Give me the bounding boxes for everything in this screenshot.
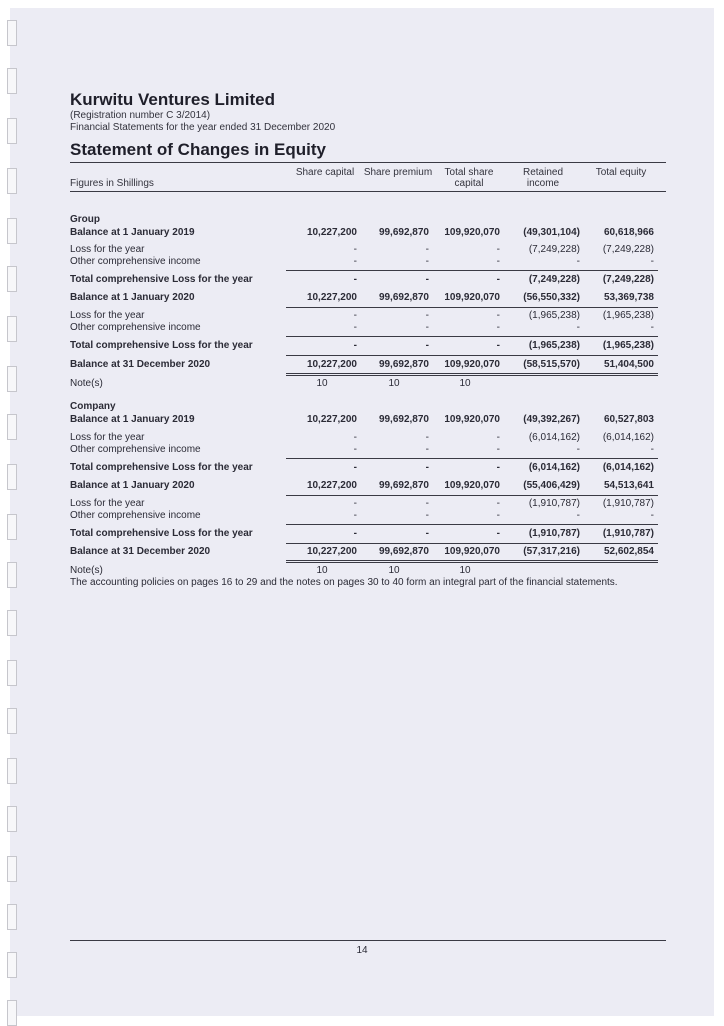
cell: - xyxy=(425,462,429,473)
row-label: Other comprehensive income xyxy=(70,510,201,521)
footnote xyxy=(70,577,690,589)
cell: - xyxy=(496,274,500,285)
cell: 10,227,200 xyxy=(306,292,357,303)
cell: - xyxy=(496,244,500,255)
row-label: Balance at 31 December 2020 xyxy=(70,546,211,557)
cell: - xyxy=(353,432,357,443)
cell: 10 xyxy=(316,565,328,576)
cell: (6,014,162) xyxy=(602,432,654,443)
table-row xyxy=(70,274,666,286)
row-label: Loss for the year xyxy=(70,432,145,443)
cell: - xyxy=(353,510,357,521)
cell: (56,550,332) xyxy=(523,292,580,303)
notes-row xyxy=(70,378,666,390)
cell: (57,317,216) xyxy=(523,546,580,557)
section-title-group: Group xyxy=(70,214,100,225)
cell: - xyxy=(353,274,357,285)
table-row xyxy=(70,462,666,474)
cell: (6,014,162) xyxy=(528,462,580,473)
cell: 99,692,870 xyxy=(378,359,429,370)
subtotal-rule xyxy=(286,336,658,337)
table-row xyxy=(70,322,666,334)
punch-hole xyxy=(7,218,17,244)
cell: 10 xyxy=(388,565,400,576)
punch-hole xyxy=(7,610,17,636)
cell: - xyxy=(353,444,357,455)
cell: - xyxy=(425,432,429,443)
cell: (1,910,787) xyxy=(528,528,580,539)
balance-rule xyxy=(286,495,658,496)
row-label: Balance at 31 December 2020 xyxy=(70,359,211,370)
cell: - xyxy=(496,528,500,539)
table-row xyxy=(70,498,666,510)
table-row xyxy=(70,310,666,322)
cell: (1,965,238) xyxy=(602,310,654,321)
table-row xyxy=(70,244,666,256)
cell: - xyxy=(650,256,654,267)
cell: - xyxy=(425,340,429,351)
column-header-row xyxy=(70,163,666,192)
row-label: Loss for the year xyxy=(70,310,145,321)
subtotal-rule xyxy=(286,355,658,356)
cell: - xyxy=(425,528,429,539)
cell: 109,920,070 xyxy=(444,480,500,491)
total-rule xyxy=(286,560,658,561)
cell: (49,301,104) xyxy=(523,227,580,238)
cell: (7,249,228) xyxy=(528,274,580,285)
cell: 99,692,870 xyxy=(378,480,429,491)
cell: - xyxy=(650,322,654,333)
cell: 10,227,200 xyxy=(306,227,357,238)
cell: - xyxy=(425,444,429,455)
punch-hole xyxy=(7,168,17,194)
row-label: Total comprehensive Loss for the year xyxy=(70,462,253,473)
cell: (6,014,162) xyxy=(602,462,654,473)
cell: - xyxy=(496,310,500,321)
cell: - xyxy=(576,444,580,455)
cell: - xyxy=(650,510,654,521)
row-label: Note(s) xyxy=(70,378,103,389)
cell: - xyxy=(496,322,500,333)
cell: 10 xyxy=(316,378,328,389)
cell: 10 xyxy=(459,565,471,576)
row-label: Balance at 1 January 2019 xyxy=(70,414,195,425)
cell: 10,227,200 xyxy=(306,546,357,557)
col-share-premium: Share premium xyxy=(363,167,433,178)
cell: 99,692,870 xyxy=(378,227,429,238)
subtotal-rule xyxy=(286,458,658,459)
punch-hole xyxy=(7,1000,17,1026)
cell: 99,692,870 xyxy=(378,414,429,425)
punch-hole xyxy=(7,68,17,94)
cell: 10,227,200 xyxy=(306,359,357,370)
notes-row xyxy=(70,565,666,577)
cell: 99,692,870 xyxy=(378,292,429,303)
table-row xyxy=(70,227,666,239)
punch-hole xyxy=(7,118,17,144)
col-total-equity: Total equity xyxy=(595,167,647,178)
cell: 10 xyxy=(388,378,400,389)
row-label: Loss for the year xyxy=(70,498,145,509)
cell: - xyxy=(496,444,500,455)
cell: - xyxy=(425,256,429,267)
punch-hole xyxy=(7,20,17,46)
punch-hole xyxy=(7,806,17,832)
figures-label: Figures in Shillings xyxy=(70,178,154,189)
cell: (1,910,787) xyxy=(528,498,580,509)
footer-rule xyxy=(70,940,666,941)
cell: - xyxy=(353,322,357,333)
row-label: Balance at 1 January 2020 xyxy=(70,292,195,303)
cell: - xyxy=(576,322,580,333)
cell: (7,249,228) xyxy=(528,244,580,255)
col-total-share xyxy=(432,167,506,189)
punch-hole xyxy=(7,464,17,490)
cell: (7,249,228) xyxy=(602,244,654,255)
cell: - xyxy=(576,256,580,267)
total-rule xyxy=(286,373,658,374)
cell: - xyxy=(353,256,357,267)
subtotal-rule xyxy=(286,543,658,544)
statement-content xyxy=(70,90,666,622)
cell: - xyxy=(353,310,357,321)
col-total-share-line1: Total share xyxy=(444,167,494,178)
cell: - xyxy=(496,510,500,521)
cell: - xyxy=(425,274,429,285)
cell: 109,920,070 xyxy=(444,227,500,238)
table-row xyxy=(70,444,666,456)
row-label: Balance at 1 January 2020 xyxy=(70,480,195,491)
table-row xyxy=(70,414,666,426)
table-row xyxy=(70,256,666,268)
binder-holes xyxy=(0,0,22,1024)
col-retained-line2: income xyxy=(526,178,560,189)
punch-hole xyxy=(7,562,17,588)
cell: - xyxy=(353,340,357,351)
cell: - xyxy=(496,498,500,509)
punch-hole xyxy=(7,660,17,686)
cell: 10,227,200 xyxy=(306,414,357,425)
table-row xyxy=(70,546,666,558)
row-label: Other comprehensive income xyxy=(70,256,201,267)
cell: - xyxy=(353,498,357,509)
row-label: Note(s) xyxy=(70,565,103,576)
punch-hole xyxy=(7,514,17,540)
total-rule-double xyxy=(286,375,658,376)
cell: 60,527,803 xyxy=(603,414,654,425)
row-label: Total comprehensive Loss for the year xyxy=(70,528,253,539)
table-row xyxy=(70,292,666,304)
cell: 10 xyxy=(459,378,471,389)
cell: - xyxy=(353,528,357,539)
cell: 99,692,870 xyxy=(378,546,429,557)
cell: (1,910,787) xyxy=(602,528,654,539)
subtotal-rule xyxy=(286,270,658,271)
registration-number: (Registration number C 3/2014) xyxy=(70,110,211,121)
subtotal-rule xyxy=(286,524,658,525)
row-label: Balance at 1 January 2019 xyxy=(70,227,195,238)
row-label: Loss for the year xyxy=(70,244,145,255)
col-retained-income xyxy=(506,167,580,189)
cell: (1,965,238) xyxy=(528,340,580,351)
cell: 52,602,854 xyxy=(603,546,654,557)
cell: 109,920,070 xyxy=(444,414,500,425)
cell: 109,920,070 xyxy=(444,292,500,303)
cell: - xyxy=(425,322,429,333)
cell: - xyxy=(425,310,429,321)
cell: (7,249,228) xyxy=(602,274,654,285)
punch-hole xyxy=(7,266,17,292)
row-label: Other comprehensive income xyxy=(70,322,201,333)
footnote-text: The accounting policies on pages 16 to 29 and the notes on pages 30 to 40 form an integral part of the financial statements. xyxy=(70,577,618,588)
cell: 10,227,200 xyxy=(306,480,357,491)
cell: 51,404,500 xyxy=(603,359,654,370)
punch-hole xyxy=(7,366,17,392)
col-retained-line1: Retained xyxy=(522,167,564,178)
punch-hole xyxy=(7,316,17,342)
table-row xyxy=(70,340,666,352)
table-row xyxy=(70,510,666,522)
cell: - xyxy=(425,244,429,255)
cell: (1,910,787) xyxy=(602,498,654,509)
cell: (6,014,162) xyxy=(528,432,580,443)
company-name: Kurwitu Ventures Limited xyxy=(70,90,275,109)
cell: - xyxy=(496,462,500,473)
equity-table xyxy=(70,192,666,622)
page-title: Statement of Changes in Equity xyxy=(70,140,666,163)
row-label: Other comprehensive income xyxy=(70,444,201,455)
cell: - xyxy=(353,462,357,473)
cell: - xyxy=(353,244,357,255)
punch-hole xyxy=(7,856,17,882)
punch-hole xyxy=(7,414,17,440)
cell: 60,618,966 xyxy=(603,227,654,238)
punch-hole xyxy=(7,758,17,784)
row-label: Total comprehensive Loss for the year xyxy=(70,340,253,351)
cell: (1,965,238) xyxy=(602,340,654,351)
punch-hole xyxy=(7,904,17,930)
period-label: Financial Statements for the year ended 31 December 2020 xyxy=(70,122,336,133)
total-rule-double xyxy=(286,562,658,563)
punch-hole xyxy=(7,708,17,734)
cell: 53,369,738 xyxy=(603,292,654,303)
cell: (49,392,267) xyxy=(523,414,580,425)
cell: - xyxy=(496,340,500,351)
table-row xyxy=(70,480,666,492)
cell: 109,920,070 xyxy=(444,359,500,370)
table-row xyxy=(70,432,666,444)
col-total-share-line2: capital xyxy=(454,178,484,189)
cell: - xyxy=(425,510,429,521)
cell: - xyxy=(650,444,654,455)
page-number: 14 xyxy=(356,945,368,956)
col-share-capital: Share capital xyxy=(295,167,355,178)
cell: (58,515,570) xyxy=(523,359,580,370)
row-label: Total comprehensive Loss for the year xyxy=(70,274,253,285)
cell: (55,406,429) xyxy=(523,480,580,491)
cell: - xyxy=(576,510,580,521)
cell: - xyxy=(496,256,500,267)
section-title-company: Company xyxy=(70,401,116,412)
balance-rule xyxy=(286,307,658,308)
table-row xyxy=(70,528,666,540)
cell: - xyxy=(496,432,500,443)
cell: 54,513,641 xyxy=(603,480,654,491)
cell: (1,965,238) xyxy=(528,310,580,321)
table-row xyxy=(70,359,666,371)
cell: 109,920,070 xyxy=(444,546,500,557)
cell: - xyxy=(425,498,429,509)
